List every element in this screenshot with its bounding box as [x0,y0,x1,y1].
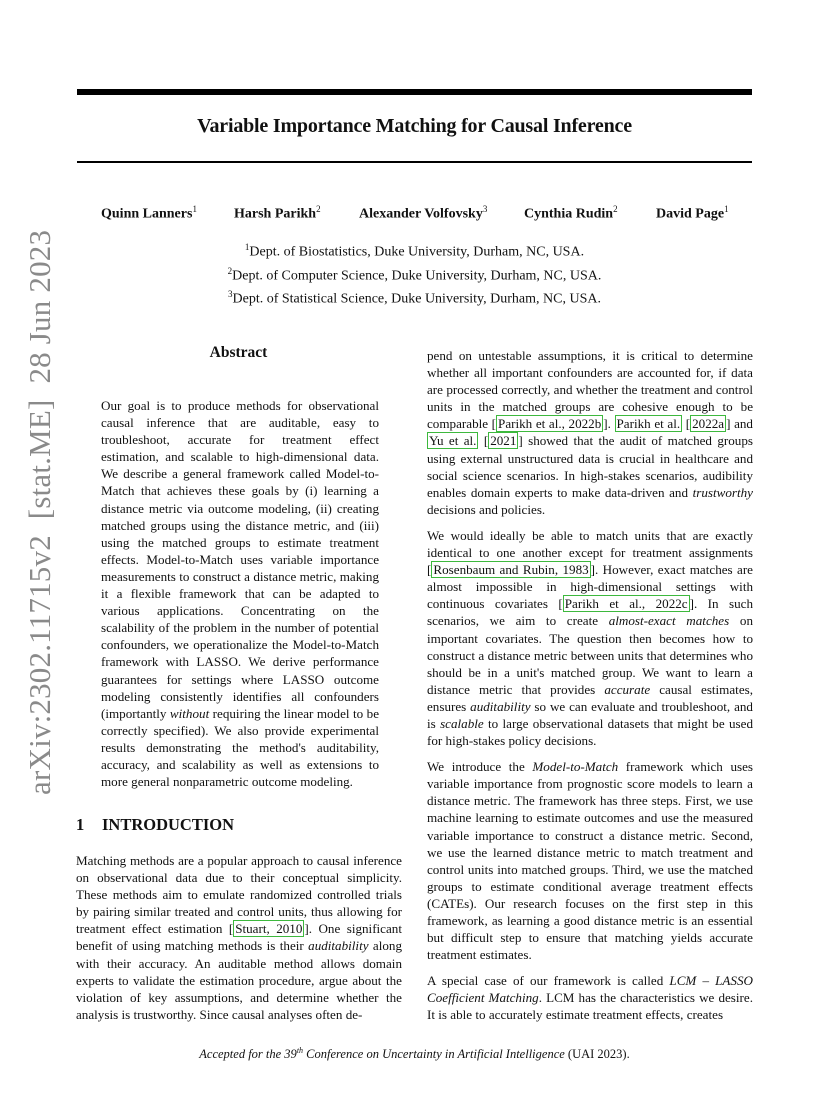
citation-link[interactable]: Rosenbaum and Rubin, 1983 [433,562,589,578]
affiliations [77,238,752,309]
citation-link[interactable]: Parikh et al. [616,416,681,432]
right-column [427,347,753,1033]
body-paragraph: We introduce the Model-to-Match framework which uses variable importance from prognostic score models to learn a distance metric. The framework has three steps. First, we use machine learning to estimate outcomes and use the measured variable importance to construct a distance metric. Second, we use the learned distance metric to match treatment and control units into matched groups. Third, we use the matched groups to estimate conditional average treatment effects (CATEs). Our research focuses on the first step in this framework, as learning a good distance metric is an essential but difficult step to ensure that matching yields accurate treatment estimates. [427,759,754,963]
title-rule [77,161,752,163]
section-heading: 1 INTRODUCTION [76,815,235,834]
citation-link[interactable]: 2021 [490,433,517,449]
author-name: Alexander Volfovsky$^3$ [359,204,488,222]
author-list [77,204,752,226]
author-name: Harsh Parikh$^2$ [234,204,321,222]
citation-link[interactable]: 2022a [692,416,725,432]
abstract-heading: Abstract [209,344,268,361]
citation-link[interactable]: Parikh et al., 2022c [564,596,688,612]
citation-link[interactable]: Yu et al. [429,433,477,449]
body-paragraph: A special case of our framework is called LCM – LASSO Coefficient Matching. LCM has the characteristics we desire. It is able to accurately estimate treatment effects, creates [427,973,753,1023]
abstract-body: Our goal is to produce methods for observational causal inference that are auditable, easy to troubleshoot, accurate for treatment effect estimation, and scalable to high-dimensional data. We describe a general framework called Model-to-Match that achieves these goals by (i) learning a distance metric via outcome modeling, (ii) creating matched groups using the distance metric, and (iii) using the matched groups to estimate treatment effects. Model-to-Match uses variable importance measurements to construct a distance metric, making it a flexible framework that can be adapted to various applications. Concentrating on the scalability of the problem in the number of potential confounders, we operationalize the Model-to-Match framework with LASSO. We derive performance guarantees for settings where LASSO outcome modeling consistently identifies all confounders (importantly without requiring the linear model to be correctly specified). We also provide experimental results demonstrating the method's auditability, accuracy, and scalability as well as extensions to more general nonparametric outcome modeling. [101,398,380,790]
top-rule [77,89,752,95]
citation-link[interactable]: Stuart, 2010 [235,921,303,937]
conference-footer: Accepted for the 39th Conference on Uncertainty in Artificial Intelligence (UAI 2023). [199,1046,630,1062]
author-name: Cynthia Rudin$^2$ [524,204,618,222]
affiliation-line: $^1$Dept. of Biostatistics, Duke University, Durham, NC, USA. [244,242,585,260]
body-paragraph: We would ideally be able to match units that are exactly identical to one another except for treatment assignments [ Rosenbaum and Rubin, 1983 ]. However, exact matches are almost impossible in high-dimensional settings with continuous covariates [ Parikh et al., 2022c ]. In such scenarios, we aim to create almost-exact matches on important covariates. The question then becomes how to construct a distance metric between units that determines who should be in a unit's matched group. We want to learn a distance metric that provides accurate causal estimates, ensures auditability so we can evaluate and troubleshoot, and is scalable to large observational datasets that might be used for high-stakes policy decisions. [427,527,753,749]
paper-title: Variable Importance Matching for Causal Inference [197,115,632,137]
citation-link[interactable]: Parikh et al., 2022b [498,416,602,432]
body-paragraph: pend on untestable assumptions, it is critical to determine whether all important confounders are accounted for, if data are processed correctly, and whether the treatment and control units in the matched groups are cohesive enough to be comparable [ Parikh et al., 2022b ]. Parikh et al. [ 2022a ] and Yu et al. [ 2021 ] showed that the audit of matched groups using external unstructured data is crucial in healthcare and social science scenarios. In high-stakes scenarios, audibility enables domain experts to make data-driven and trustworthy decisions and policies. [427,348,753,517]
author-name: David Page$^1$ [656,204,729,222]
intro-paragraph: Matching methods are a popular approach to causal inference on observational data due to their conceptual simplicity. These methods aim to emulate randomized controlled trials by pairing similar treated and control units, thus allowing for treatment effect estimation [ Stuart, 2010 ]. One significant benefit of using matching methods is their auditability along with their accuracy. An auditable method allows domain experts to validate the estimation procedure, argue about the violation of key assumptions, and determine whether the analysis is trustworthy. Since causal analyses often de- [76,853,402,1022]
arxiv-identifier: arXiv:2302.11715v2 [stat.ME] 28 Jun 2023 [22,229,57,795]
affiliation-line: $^2$Dept. of Computer Science, Duke University, Durham, NC, USA. [227,265,602,284]
affiliation-line: $^3$Dept. of Statistical Science, Duke University, Durham, NC, USA. [228,289,601,307]
author-name: Quinn Lanners$^1$ [101,204,197,222]
